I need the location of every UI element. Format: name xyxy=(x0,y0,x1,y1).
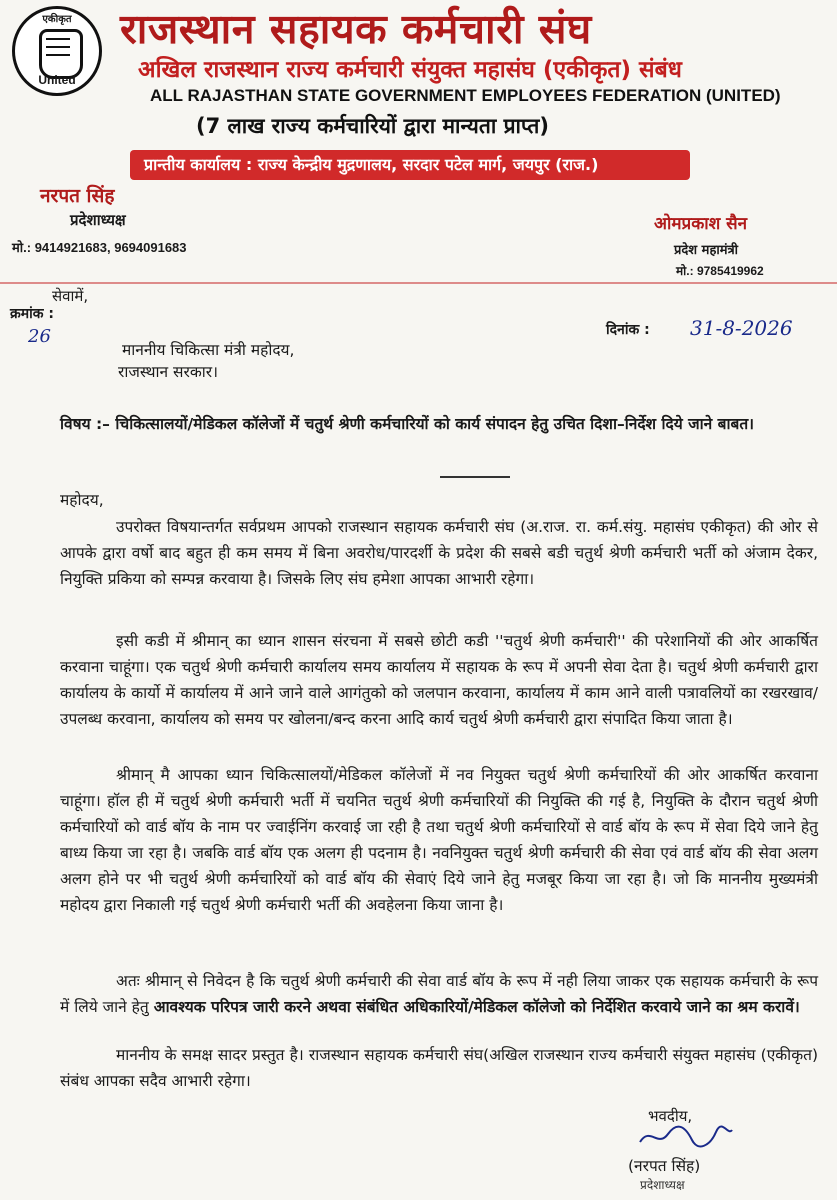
subject-underline xyxy=(440,476,510,478)
president-mobile: मो.: 9414921683, 9694091683 xyxy=(12,240,187,255)
closing-text: भवदीय, xyxy=(648,1107,693,1125)
logo-top-text: एकीकृत xyxy=(42,14,72,25)
fist-icon xyxy=(39,29,83,79)
paragraph-4-text: अतः श्रीमान् से निवेदन है कि चतुर्थ श्रेणी कर्मचारी की सेवा वार्ड बॉय के रूप में नही लिया जाकर एक सहायक कर्मचारी के रूप में लिये जाने हेतु xyxy=(60,972,818,1016)
paragraph-3-text: श्रीमान् मै आपका ध्यान चिकित्सालयों/मेडिकल कॉलेजों में नव नियुक्त चतुर्थ श्रेणी कर्मचारियों की ओर आकर्षित करवाना चाहूंगा। हॉल ही में चतुर्थ श्रेणी कर्मचारी भर्ती में चयनित चतुर्थ श्रेणी कर्मचारियों की नियुक्ति की गई है, नियुक्ति के दौरान चतुर्थ श्रेणी कर्मचारियों को वार्ड बॉय के नाम पर ज्वाईनिंग करवाई जा रही है तथा चतुर्थ श्रेणी कर्मचारियों से वार्ड बॉय के रूप में सेवा दिये जाने हेतु बाध्य किया जा रहा है। जबकि वार्ड बॉय एक अलग ही पदनाम है। नवनियुक्त चतुर्थ श्रेणी कर्मचारी की सेवा एवं वार्ड बॉय की सेवा अलग अलग होने पर भी चतुर्थ श्रेणी कर्मचारियों को वार्ड बॉय की सेवाएं दिये जाने हेतु मजबूर किया जा रहा है। जो कि माननीय मुख्यमंत्री महोदय द्वारा निकाली गई चतुर्थ श्रेणी कर्मचारी भर्ती की अवहेलना किया जाना है। xyxy=(60,766,818,914)
signer-name: (नरपत सिंह) xyxy=(628,1157,701,1175)
org-title: राजस्थान सहायक कर्मचारी संघ xyxy=(120,5,592,53)
secretary-title: प्रदेश महामंत्री xyxy=(674,243,739,258)
kramank-label: क्रमांक : xyxy=(10,306,54,322)
paragraph-4 xyxy=(60,968,818,1020)
salutation: महोदय, xyxy=(60,491,104,509)
president-name: नरपत सिंह xyxy=(40,185,115,207)
paragraph-3 xyxy=(60,762,818,918)
office-address-bar: प्रान्तीय कार्यालय : राज्य केन्द्रीय मुद्रणालय, सरदार पटेल मार्ग, जयपुर (राज.) xyxy=(130,150,690,180)
secretary-name: ओमप्रकाश सैन xyxy=(654,214,748,234)
subject-line xyxy=(60,412,800,436)
paragraph-2 xyxy=(60,628,818,732)
dinank-label: दिनांक : xyxy=(606,322,650,338)
org-subtitle: अखिल राजस्थान राज्य कर्मचारी संयुक्त महासंघ (एकीकृत) संबंध xyxy=(138,57,682,83)
secretary-mobile: मो.: 9785419962 xyxy=(676,264,764,278)
paragraph-1 xyxy=(60,514,818,592)
signer-title: प्रदेशाध्यक्ष xyxy=(640,1178,685,1192)
subject-text: चिकित्सालयों/मेडिकल कॉलेजों में चतुर्थ श्रेणी कर्मचारियों को कार्य संपादन हेतु उचित दिशा–निर्देश दिये जाने बाबत। xyxy=(115,415,755,433)
signature-icon xyxy=(636,1124,736,1150)
president-title: प्रदेशाध्यक्ष xyxy=(70,211,126,229)
paragraph-5 xyxy=(60,1042,818,1094)
logo-bottom-text: United xyxy=(38,73,76,87)
kramank-value: 26 xyxy=(28,326,51,347)
paragraph-2-text: इसी कडी में श्रीमान् का ध्यान शासन संरचना में सबसे छोटी कडी ''चतुर्थ श्रेणी कर्मचारी'' की परेशानियों की ओर आकर्षित करवाना चाहूंगा। एक चतुर्थ श्रेणी कर्मचारी कार्यालय समय कार्यालय में सहायक के रूप में अपनी सेवा देता है। चतुर्थ श्रेणी कर्मचारी द्वारा कार्यालय के कार्यो में कार्यालय में आने जाने वाले आगंतुको को जलपान करवाना, कार्यालय में काम आने वाली पत्रावलियों का रखरखाव/उपलब्ध करवाना, कार्यालय को समय पर खोलना/बन्द करना आदि कार्य चतुर्थ श्रेणी कर्मचारी द्वारा संपादित किया जाता है। xyxy=(60,632,818,728)
paragraph-1-text: उपरोक्त विषयान्तर्गत सर्वप्रथम आपको राजस्थान सहायक कर्मचारी संघ (अ.राज. रा. कर्म.संयु. महासंघ एकीकृत) की ओर से आपके द्वारा वर्षो बाद बहुत ही कम समय में बिना अवरोध/पारदर्शी के प्रदेश की सबसे बडी चतुर्थ श्रेणी कर्मचारी भर्ती को अंजाम देकर, नियुक्ति प्रकिया को सम्पन्न करवाया है। जिसके लिए संघ हमेशा आपका आभारी रहेगा। xyxy=(60,518,818,588)
dinank-value: 31-8-2026 xyxy=(690,316,793,340)
header-divider xyxy=(0,282,837,284)
sevame-text: सेवामें, xyxy=(52,287,89,305)
paragraph-5-text: माननीय के समक्ष सादर प्रस्तुत है। राजस्थान सहायक कर्मचारी संघ(अखिल राजस्थान राज्य कर्मचारी संयुक्त महासंघ (एकीकृत) संबंध आपका सदैव आभारी रहेगा। xyxy=(60,1046,818,1090)
paragraph-4-emphasis: आवश्यक परिपत्र जारी करने अथवा संबंधित अधिकारियों/मेडिकल कॉलेजो को निर्देशित करवाये जाने का श्रम करावें। xyxy=(153,998,800,1016)
subject-label: विषय :– xyxy=(60,415,110,433)
union-logo xyxy=(12,6,102,96)
org-english-name: ALL RAJASTHAN STATE GOVERNMENT EMPLOYEES FEDERATION (UNITED) xyxy=(150,86,781,105)
org-recognition: (7 लाख राज्य कर्मचारियों द्वारा मान्यता प्राप्त) xyxy=(196,114,550,138)
addressee-line-1: माननीय चिकित्सा मंत्री महोदय, xyxy=(122,341,295,359)
addressee-line-2: राजस्थान सरकार। xyxy=(118,363,218,381)
